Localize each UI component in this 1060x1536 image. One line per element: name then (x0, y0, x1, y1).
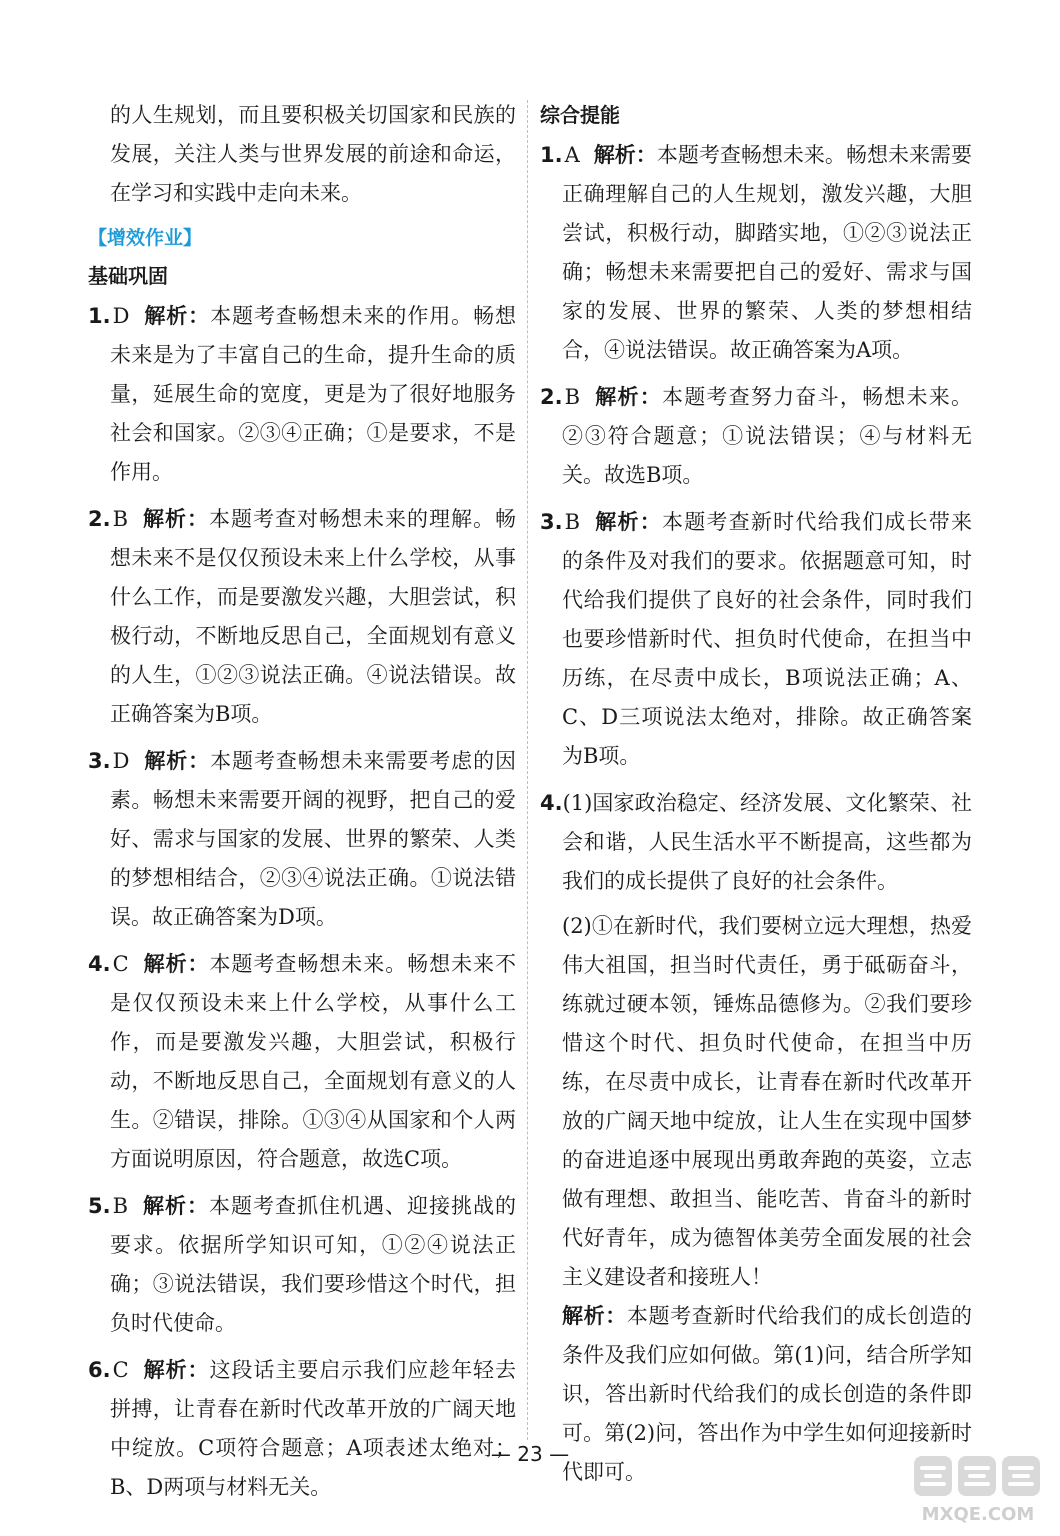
answer-item: 2.B 解析：本题考查努力奋斗，畅想未来。②③符合题意；①说法错误；④与材料无关。故选B项。 (540, 385, 973, 487)
section-banner: 【增效作业】 (88, 227, 203, 249)
page-number: — 23 — (490, 1442, 570, 1466)
right-column (540, 96, 972, 1492)
left-column (88, 96, 516, 1515)
answer-item: 1.A 解析：本题考查畅想未来。畅想未来需要正确理解自己的人生规划，激发兴趣，大胆尝试，积极行动，脚踏实地，①②③说法正确；畅想未来需要把自己的爱好、需求与国家的发展、世界的繁荣、人类的梦想相结合，④说法错误。故正确答案为A项。 (540, 143, 973, 362)
answer-item-4-part-2: (2)①在新时代，我们要树立远大理想，热爱伟大祖国，担当时代责任，勇于砥砺奋斗，练就过硬本领，锤炼品德修为。②我们要珍惜这个时代、担负时代使命，在担当中历练，在尽责中成长，让青春在新时代改革开放的广阔天地中绽放，让人生在实现中国梦的奋进追逐中展现出勇敢奔跑的英姿，立志做有理想、敢担当、能吃苦、肯奋斗的新时代好青年，成为德智体美劳全面发展的社会主义建设者和接班人！ (562, 914, 972, 1289)
watermark-text: MXQE.COM (921, 1504, 1035, 1525)
answer-item: 1.D 解析：本题考查畅想未来的作用。畅想未来是为了丰富自己的生命，提升生命的质量，延展生命的宽度，更是为了很好地服务社会和国家。②③④正确；①是要求，不是作用。 (88, 304, 517, 484)
section-heading-basic: 基础巩固 (88, 264, 168, 288)
answer-item: 4.C 解析：本题考查畅想未来。畅想未来不是仅仅预设未来上什么学校，从事什么工作，而是要激发兴趣，大胆尝试，积极行动，不断地反思自己，全面规划有意义的人生。②错误，排除。①③④从国家和个人两方面说明原因，符合题意，故选C项。 (88, 952, 517, 1171)
answer-site-logo-icon (910, 1452, 1050, 1528)
section-heading-advanced: 综合提能 (540, 103, 620, 127)
answer-item: 5.B 解析：本题考查抓住机遇、迎接挑战的要求。依据所学知识可知，①②④说法正确；③说法错误，我们要珍惜这个时代，担负时代使命。 (88, 1194, 517, 1335)
column-divider (527, 100, 528, 1440)
answer-item: 3.D 解析：本题考查畅想未来需要考虑的因素。畅想未来需要开阔的视野，把自己的爱好、需求与国家的发展、世界的繁荣、人类的梦想相结合，②③④说法正确。①说法错误。故正确答案为D项。 (88, 749, 517, 929)
answer-item: 3.B 解析：本题考查新时代给我们成长带来的条件及对我们的要求。依据题意可知，时代给我们提供了良好的社会条件，同时我们也要珍惜新时代、担负时代使命，在担当中历练，在尽责中成长，B项说法正确；A、C、D三项说法太绝对，排除。故正确答案为B项。 (540, 510, 973, 768)
answer-item-4-analysis: 解析：本题考查新时代给我们的成长创造的条件及我们应如何做。第(1)问，结合所学知识，答出新时代给我们的成长创造的条件即可。第(2)问，答出作为中学生如何迎接新时代即可。 (562, 1304, 973, 1484)
answer-item-4-part-1: 4.(1)国家政治稳定、经济发展、文化繁荣、社会和谐，人民生活水平不断提高，这些都为我们的成长提供了良好的社会条件。 (540, 791, 972, 893)
answer-item: 6.C 解析：这段话主要启示我们应趁年轻去拼搏，让青春在新时代改革开放的广阔天地中绽放。C项符合题意；A项表述太绝对；B、D两项与材料无关。 (88, 1358, 517, 1499)
continued-paragraph: 的人生规划，而且要积极关切国家和民族的发展，关注人类与世界发展的前途和命运，在学习和实践中走向未来。 (110, 103, 516, 205)
answer-item: 2.B 解析：本题考查对畅想未来的理解。畅想未来不是仅仅预设未来上什么学校，从事什么工作，而是要激发兴趣，大胆尝试，积极行动，不断地反思自己，全面规划有意义的人生，①②③说法正确。④说法错误。故正确答案为B项。 (88, 507, 517, 726)
